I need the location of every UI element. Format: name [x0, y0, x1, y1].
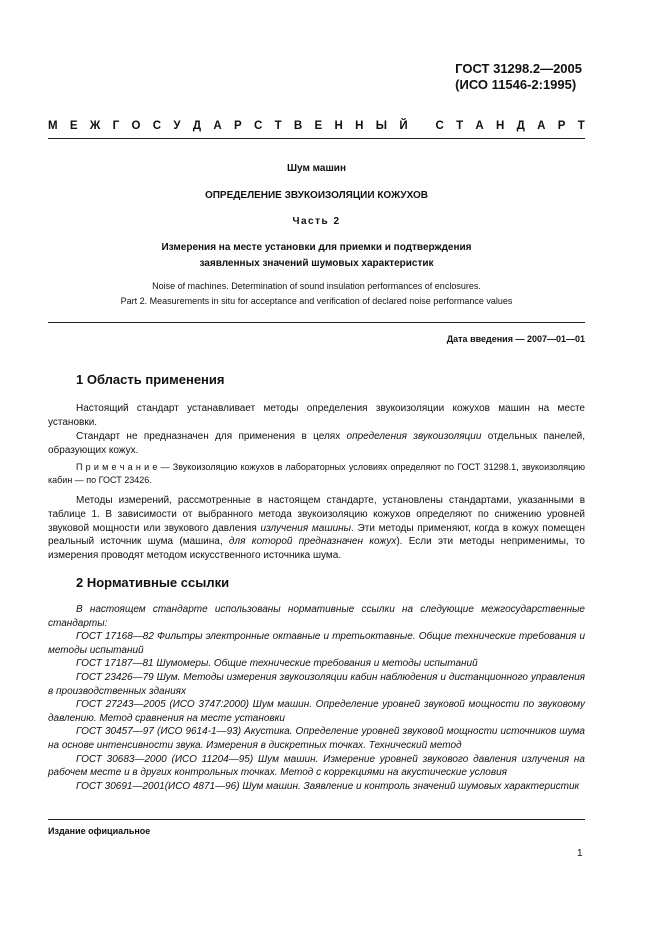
- interstate-standard-banner: [48, 120, 585, 132]
- paragraph-text: Методы измерений, рассмотренные в настоящем стандарте, установлены стандартами, указанными в таблице 1. В зависимости от выбранного метода звукоизоляцию кожухов определяют по снижению уровней звуковой мощности или звукового давления: [48, 495, 585, 534]
- banner-letter: Д: [192, 120, 202, 132]
- banner-letter: Г: [112, 120, 120, 132]
- subtitle-line-1: Измерения на месте установки для приемки и подтверждения: [161, 242, 472, 253]
- main-title: ОПРЕДЕЛЕНИЕ ЗВУКОИЗОЛЯЦИИ КОЖУХОВ: [204, 190, 429, 201]
- paragraph-emphasis: для которой предназначен кожух: [228, 536, 397, 548]
- page-number: 1: [577, 848, 583, 859]
- banner-letter: Й: [399, 120, 408, 132]
- introduction-date: Дата введения — 2007—01—01: [446, 334, 585, 344]
- section-1-paragraph-1: Настоящий стандарт устанавливает методы определения звукоизоляции кожухов машин на месте установки.: [48, 403, 585, 428]
- section-2-heading: [76, 575, 229, 590]
- banner-letter: Т: [274, 120, 282, 132]
- banner-letter: А: [213, 120, 222, 132]
- banner-letter: У: [173, 120, 181, 132]
- reference-item: ГОСТ 30457—97 (ИСО 9614-1—93) Акустика. Определение уровней звуковой мощности источников шума на основе интенсивности звука. Измерения в дискретных точках. Технический метод: [48, 726, 585, 751]
- normative-references: [48, 603, 585, 793]
- banner-letter: Ж: [89, 120, 101, 132]
- reference-item: ГОСТ 30683—2000 (ИСО 11204—95) Шум машин. Измерение уровней звукового давления излучения на рабочем месте и в других контрольных точках. Метод с коррекциями на акустические условия: [48, 753, 585, 779]
- banner-letter: С: [152, 120, 162, 132]
- banner-gap: [420, 120, 423, 132]
- official-edition: Издание официальное: [48, 826, 151, 836]
- reference-item: ГОСТ 27243—2005 (ИСО 3747:2000) Шум машин. Определение уровней звуковой мощности по звуковому давлению. Метод сравнения на месте установки: [48, 699, 585, 724]
- english-title-line-1: Noise of machines. Determination of sound insulation performances of enclosures.: [152, 281, 481, 291]
- banner-letter: Д: [516, 120, 525, 132]
- section-1-heading-text: 1 Область применения: [76, 372, 225, 387]
- section-2-heading-text: 2 Нормативные ссылки: [76, 575, 230, 590]
- general-title: Шум машин: [286, 163, 346, 174]
- section-1-note: [48, 461, 585, 487]
- banner-letter: Ы: [375, 120, 388, 132]
- title-rule: [48, 322, 585, 323]
- part-title: Часть 2: [292, 216, 341, 227]
- section-1-paragraph-2: [48, 430, 585, 458]
- reference-item: ГОСТ 30691—2001(ИСО 4871—96) Шум машин. Заявление и контроль значений шумовых характеристик: [76, 780, 580, 792]
- footer-rule: [48, 819, 585, 820]
- banner-letter: Н: [334, 120, 343, 132]
- banner-letter: С: [253, 120, 263, 132]
- banner-letter: Е: [314, 120, 323, 132]
- banner-letter: Н: [355, 120, 364, 132]
- banner-letter: Е: [69, 120, 78, 132]
- banner-letter: А: [537, 120, 546, 132]
- note-text: — Звукоизоляцию кожухов в лабораторных условиях определяют по ГОСТ 31298.1, звукоизоляцию кабин — по ГОСТ 23426.: [48, 462, 585, 485]
- banner-rule: [48, 138, 585, 139]
- banner-letter: Т: [577, 120, 585, 132]
- section-1-paragraph-3: [48, 494, 585, 563]
- note-label: П р и м е ч а н и е: [76, 462, 158, 472]
- banner-letter: А: [475, 120, 484, 132]
- banner-letter: Т: [456, 120, 464, 132]
- banner-letter: О: [131, 120, 141, 132]
- paragraph-text: Стандарт не предназначен для применения в целях: [76, 431, 347, 442]
- paragraph-emphasis: излучения машины: [260, 522, 352, 534]
- banner-letter: С: [435, 120, 444, 132]
- section-1-heading: [76, 372, 225, 387]
- reference-item: ГОСТ 17187—81 Шумомеры. Общие технические требования и методы испытаний: [76, 658, 478, 670]
- banner-letter: М: [48, 120, 58, 132]
- banner-letter: Н: [496, 120, 505, 132]
- banner-letter: Р: [557, 120, 566, 132]
- banner-letter: В: [293, 120, 303, 132]
- paragraph-emphasis: определения звукоизоляции: [346, 431, 482, 442]
- paragraph-text: . Эти методы применяют, когда в кожух помещен реальный источник шума (машина,: [48, 522, 585, 548]
- subtitle-line-2: заявленных значений шумовых характеристик: [199, 258, 434, 269]
- gost-number: ГОСТ 31298.2—2005: [455, 61, 582, 76]
- reference-item: ГОСТ 23426—79 Шум. Методы измерения звукоизоляции кабин наблюдения и дистанционного управления в производственных зданиях: [48, 671, 585, 697]
- paragraph-text: ). Если эти методы неприменимы, то измерения проводят методом искусственного источника шума.: [48, 536, 585, 562]
- banner-letter: Р: [233, 120, 242, 132]
- paragraph-text: отдельных панелей, образующих кожух.: [48, 431, 585, 456]
- document-designation: [455, 61, 582, 93]
- english-title-line-2: Part 2. Measurements in situ for acceptance and verification of declared noise performance values: [120, 296, 513, 306]
- iso-number: (ИСО 11546-2:1995): [455, 77, 577, 92]
- reference-item: ГОСТ 17168—82 Фильтры электронные октавные и третьоктавные. Общие технические требования и методы испытаний: [48, 631, 585, 656]
- references-intro: В настоящем стандарте использованы нормативные ссылки на следующие межгосударственные стандарты:: [48, 604, 585, 629]
